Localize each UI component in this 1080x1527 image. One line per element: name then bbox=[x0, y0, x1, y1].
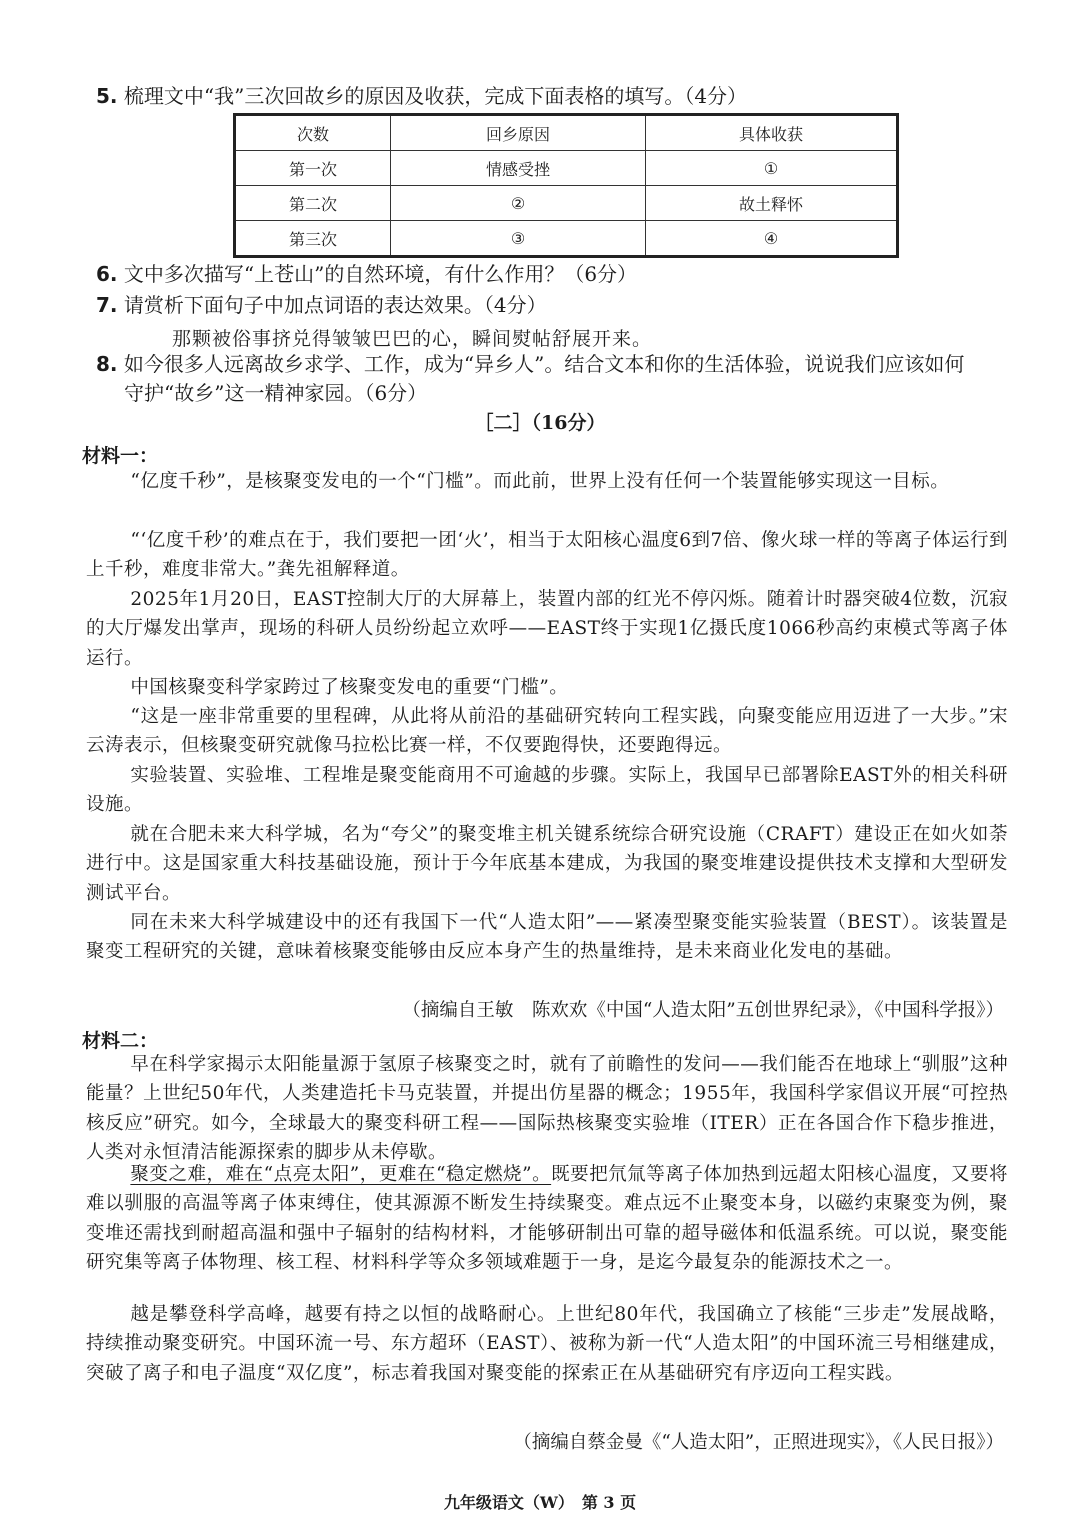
table-cell: ④ bbox=[646, 221, 898, 257]
question-number: 6. bbox=[96, 262, 118, 286]
quoted-sentence: 那颗被俗事挤兑得皱皱巴巴的心，瞬间熨帖舒展开来。 bbox=[172, 328, 653, 350]
material-1-paragraph: “亿度千秒”，是核聚变发电的一个“门槛”。而此前，世界上没有任何一个装置能够实现这一目标。 bbox=[130, 471, 950, 492]
question-text: 梳理文中“我”三次回故乡的原因及收获，完成下面表格的填写。（4分） bbox=[123, 84, 748, 108]
question-number: 8. bbox=[96, 352, 118, 376]
table-header: 具体收获 bbox=[646, 115, 898, 151]
question-text: 请赏析下面句子中加点词语的表达效果。（4分） bbox=[123, 293, 547, 317]
material-1-paragraph: 中国核聚变科学家跨过了核聚变发电的重要“门槛”。 bbox=[130, 677, 569, 698]
material-1-label: 材料一： bbox=[82, 445, 159, 467]
table-cell: 第一次 bbox=[235, 151, 391, 186]
question-text: 文中多次描写“上苍山”的自然环境，有什么作用？（6分） bbox=[123, 262, 638, 286]
table-cell: 情感受挫 bbox=[391, 151, 646, 186]
table-cell: 第二次 bbox=[235, 186, 391, 221]
material-2-label: 材料二： bbox=[82, 1030, 159, 1052]
answer-table bbox=[233, 113, 899, 258]
question-5 bbox=[96, 82, 747, 110]
material-2-paragraph bbox=[86, 1160, 1008, 1278]
table-header: 次数 bbox=[235, 115, 391, 151]
table-cell: 故土释怀 bbox=[646, 186, 898, 221]
material-1-paragraph: 就在合肥未来大科学城，名为“夸父”的聚变堆主机关键系统综合研究设施（CRAFT）建设正在如火如荼进行中。这是国家重大科技基础设施，预计于今年底基本建成，为我国的聚变堆建设提供技术支撑和大型研发测试平台。 bbox=[86, 824, 1008, 904]
table-header-row bbox=[235, 115, 898, 151]
material-1-paragraph: “这是一座非常重要的里程碑，从此将从前沿的基础研究转向工程实践，向聚变能应用迈进了一大步。”宋云涛表示，但核聚变研究就像马拉松比赛一样，不仅要跑得快，还要跑得远。 bbox=[86, 706, 1008, 757]
material-2-source: （摘编自蔡金曼《“人造太阳”，正照进现实》，《人民日报》） bbox=[513, 1432, 1004, 1453]
question-number: 5. bbox=[96, 84, 118, 108]
question-7 bbox=[96, 291, 547, 319]
question-number: 7. bbox=[96, 293, 118, 317]
material-1-paragraph: “‘亿度千秒’的难点在于，我们要把一团‘火’，相当于太阳核心温度6到7倍、像火球一样的等离子体运行到上千秒，难度非常大。”龚先祖解释道。 bbox=[86, 530, 1008, 581]
material-1-paragraph: 2025年1月20日，EAST控制大厅的大屏幕上，装置内部的红光不停闪烁。随着计时器突破4位数，沉寂的大厅爆发出掌声，现场的科研人员纷纷起立欢呼——EAST终于实现1亿摄氏度1066秒高约束模式等离子体运行。 bbox=[86, 589, 1008, 669]
material-1-source: （摘编自王敏 陈欢欢《中国“人造太阳”五创世界纪录》，《中国科学报》） bbox=[402, 1000, 1004, 1021]
table-cell: ① bbox=[646, 151, 898, 186]
page-footer: 九年级语文（W） 第 3 页 bbox=[443, 1493, 637, 1512]
question-text-line1: 如今很多人远离故乡求学、工作，成为“异乡人”。结合文本和你的生活体验，说说我们应该如何 bbox=[123, 352, 965, 376]
table-header: 回乡原因 bbox=[391, 115, 646, 151]
table-row bbox=[235, 221, 898, 257]
section-title: ［二］（16分） bbox=[474, 412, 606, 434]
table-row bbox=[235, 151, 898, 186]
table-cell: ③ bbox=[391, 221, 646, 257]
table-row bbox=[235, 186, 898, 221]
question-8-continued: 守护“故乡”这一精神家园。（6分） bbox=[124, 381, 428, 405]
material-2-paragraph: 早在科学家揭示太阳能量源于氢原子核聚变之时，就有了前瞻性的发问——我们能否在地球上“驯服”这种能量？上世纪50年代，人类建造托卡马克装置，并提出仿星器的概念；1955年，我国科学家倡议开展“可控热核反应”研究。如今，全球最大的聚变科研工程——国际热核聚变实验堆（ITER）正在各国合作下稳步推进，人类对永恒清洁能源探索的脚步从未停歇。 bbox=[86, 1054, 1008, 1164]
material-2-paragraph: 越是攀登科学高峰，越要有持之以恒的战略耐心。上世纪80年代，我国确立了核能“三步走”发展战略，持续推动聚变研究。中国环流一号、东方超环（EAST）、被称为新一代“人造太阳”的中国环流三号相继建成，突破了离子和电子温度“双亿度”，标志着我国对聚变能的探索正在从基础研究有序迈向工程实践。 bbox=[86, 1304, 1008, 1384]
material-1-paragraph: 实验装置、实验堆、工程堆是聚变能商用不可逾越的步骤。实际上，我国早已部署除EAST外的相关科研设施。 bbox=[86, 765, 1008, 816]
material-1-paragraph: 同在未来大科学城建设中的还有我国下一代“人造太阳”——紧凑型聚变能实验装置（BEST）。该装置是聚变工程研究的关键，意味着核聚变能够由反应本身产生的热量维持，是未来商业化发电的基础。 bbox=[86, 912, 1008, 963]
underlined-sentence: 聚变之难，难在“点亮太阳”，更难在“稳定燃烧”。 bbox=[130, 1164, 552, 1185]
question-6 bbox=[96, 260, 637, 288]
question-8 bbox=[96, 350, 964, 378]
table-cell: 第三次 bbox=[235, 221, 391, 257]
table-cell: ② bbox=[391, 186, 646, 221]
paragraph-text: 既要把氘氚等离子体加热到远超太阳核心温度，又要将难以驯服的高温等离子体束缚住，使其源源不断发生持续聚变。难点远不止聚变本身，以磁约束聚变为例，聚变堆还需找到耐超高温和强中子辐射的结构材料，才能够研制出可靠的超导磁体和低温系统。可以说，聚变能研究集等离子体物理、核工程、材料科学等众多领域难题于一身，是迄今最复杂的能源技术之一。 bbox=[86, 1164, 1008, 1274]
